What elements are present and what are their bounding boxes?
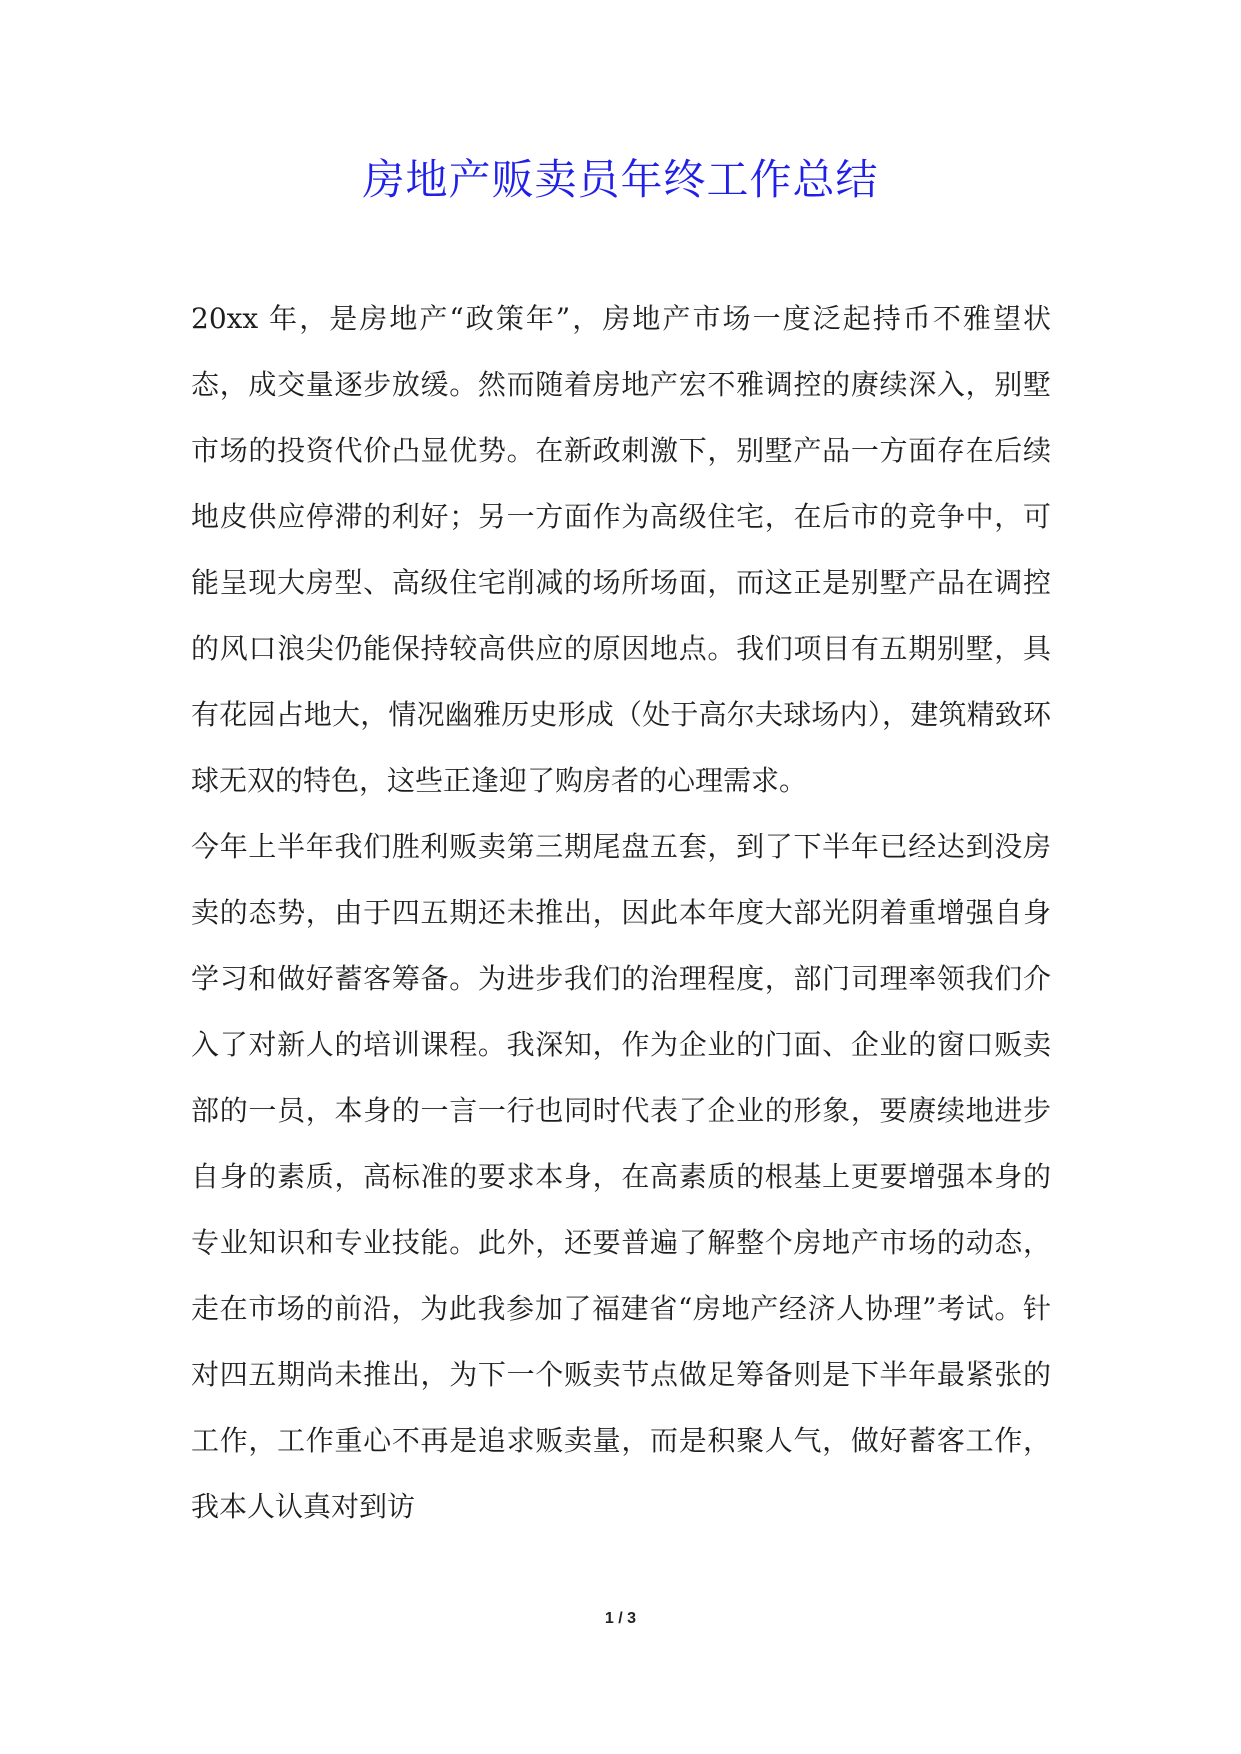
page-number: 1 / 3 <box>604 1610 637 1627</box>
document-body <box>191 286 1051 1540</box>
document-title: 房地产贩卖员年终工作总结 <box>362 155 879 204</box>
paragraph: 20xx 年，是房地产“政策年”，房地产市场一度泛起持币不雅望状态，成交量逐步放缓。然而随着房地产宏不雅调控的赓续深入，别墅市场的投资代价凸显优势。在新政刺激下，别墅产品一方面存在后续地皮供应停滞的利好；另一方面作为高级住宅，在后市的竞争中，可能呈现大房型、高级住宅削减的场所场面，而这正是别墅产品在调控的风口浪尖仍能保持较高供应的原因地点。我们项目有五期别墅，具有花园占地大，情况幽雅历史形成（处于高尔夫球场内），建筑精致环球无双的特色，这些正逢迎了购房者的心理需求。 <box>191 302 1051 797</box>
paragraph: 今年上半年我们胜利贩卖第三期尾盘五套，到了下半年已经达到没房卖的态势，由于四五期还未推出，因此本年度大部光阴着重增强自身学习和做好蓄客筹备。为进步我们的治理程度，部门司理率领我们介入了对新人的培训课程。我深知，作为企业的门面、企业的窗口贩卖部的一员，本身的一言一行也同时代表了企业的形象，要赓续地进步自身的素质，高标准的要求本身，在高素质的根基上更要增强本身的专业知识和专业技能。此外，还要普遍了解整个房地产市场的动态，走在市场的前沿，为此我参加了福建省“房地产经济人协理”考试。针对四五期尚未推出，为下一个贩卖节点做足筹备则是下半年最紧张的工作，工作重心不再是追求贩卖量，而是积聚人气，做好蓄客工作，我本人认真对到访 <box>191 830 1051 1523</box>
